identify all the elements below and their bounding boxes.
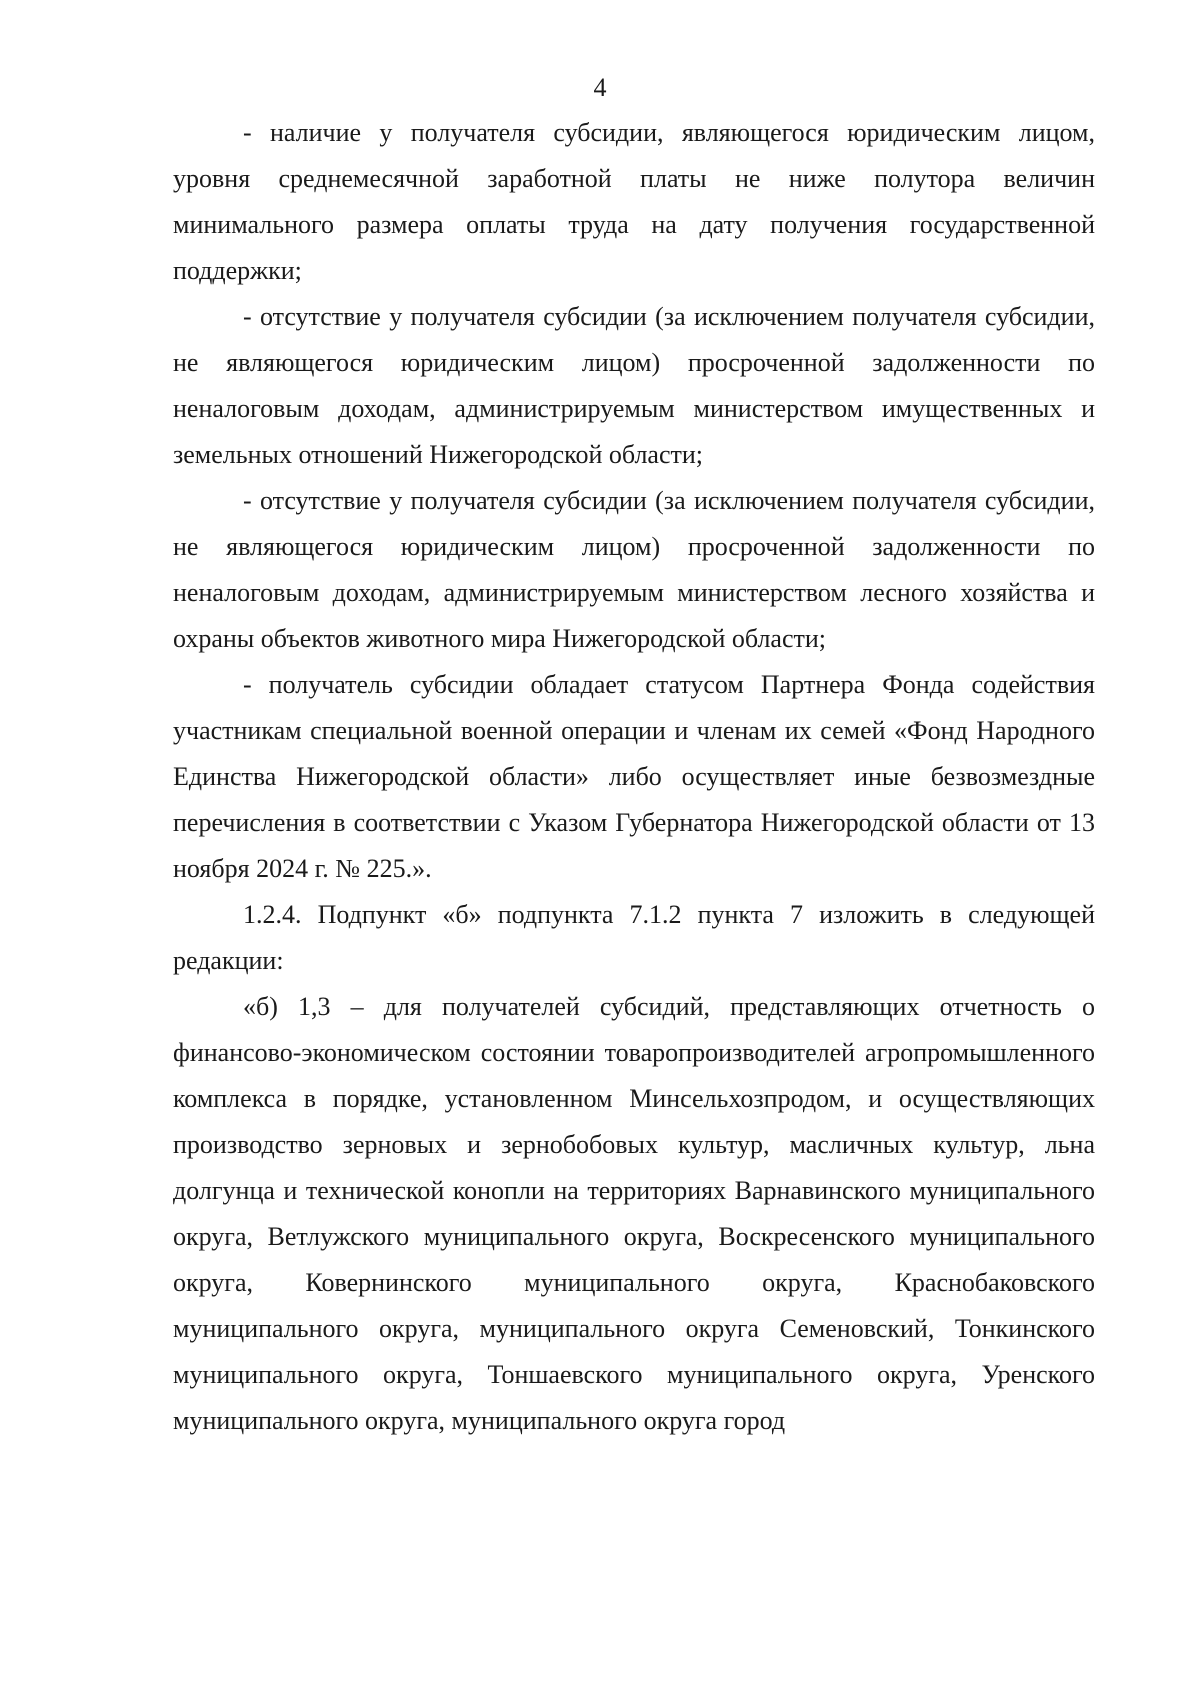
page-number: 4	[593, 73, 607, 102]
paragraph-subclause-b-text: «б) 1,3 – для получателей субсидий, представляющих отчетность о финансово-экономическом состоянии товаропроизводителей агропромышленного комплекса в порядке, установленном Минсельхозпродом, и осуществляющих производство зерновых и зернобобовых культур, масличных культур, льна долгунца и технической конопли на территориях Варнавинского муниципального округа, Ветлужского муниципального округа, Воскресенского муниципального округа, Ковернинского муниципального округа, Краснобаковского муниципального округа, муниципального округа Семеновский, Тонкинского муниципального округа, Тоншаевского муниципального округа, Уренского муниципального округа, муниципального округа город	[173, 992, 1095, 1435]
paragraph-property-debt: - отсутствие у получателя субсидии (за исключением получателя субсидии, не являющегося юридическим лицом) просроченной задолженности по неналоговым доходам, администрируемым министерством имущественных и земельных отношений Нижегородской области;	[173, 302, 1095, 469]
paragraph-forestry-debt: - отсутствие у получателя субсидии (за исключением получателя субсидии, не являющегося юридическим лицом) просроченной задолженности по неналоговым доходам, администрируемым министерством лесного хозяйства и охраны объектов животного мира Нижегородской области;	[173, 486, 1095, 653]
paragraph-fund-partner: - получатель субсидии обладает статусом Партнера Фонда содействия участникам специальной военной операции и членам их семей «Фонд Народного Единства Нижегородской области» либо осуществляет иные безвозмездные перечисления в соответствии с Указом Губернатора Нижегородской области от 13 ноября 2024 г. № 225.».	[173, 670, 1095, 883]
document-body	[173, 110, 1095, 1444]
paragraph-salary-requirement: - наличие у получателя субсидии, являющегося юридическим лицом, уровня среднемесячной заработной платы не ниже полутора величин минимального размера оплаты труда на дату получения государственной поддержки;	[173, 118, 1095, 285]
paragraph-subclause-amendment: 1.2.4. Подпункт «б» подпункта 7.1.2 пункта 7 изложить в следующей редакции:	[173, 900, 1095, 975]
